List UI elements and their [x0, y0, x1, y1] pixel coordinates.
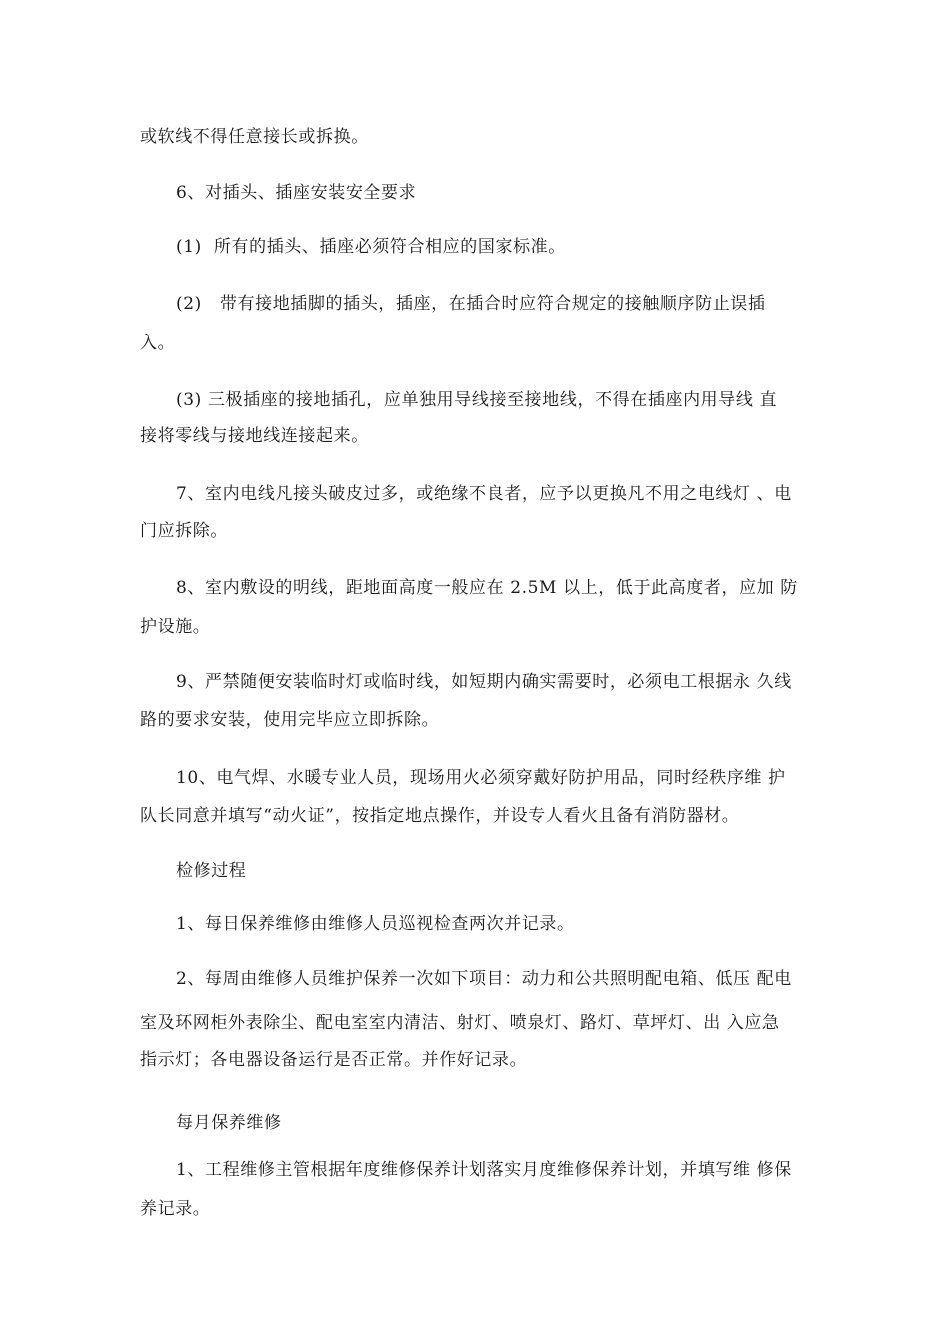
- maintenance-item-2-line-2: 室及环网柜外表除尘、配电室室内清洁、射灯、喷泉灯、路灯、草坪灯、出 入应急: [140, 1013, 780, 1033]
- maintenance-item-2-line-1: 2、每周由维修人员维护保养一次如下项目：动力和公共照明配电箱、低压 配电: [176, 969, 792, 989]
- item-9-line-2: 路的要求安装，使用完毕应立即拆除。: [140, 710, 440, 730]
- item-10-line-1: 10、电气焊、水暖专业人员，现场用火必须穿戴好防护用品，同时经秩序维 护: [176, 768, 786, 788]
- paragraph-continuation: 或软线不得任意接长或拆换。: [140, 127, 369, 147]
- maintenance-item-1: 1、每日保养维修由维修人员巡视检查两次并记录。: [176, 914, 575, 934]
- item-8-line-2: 护设施。: [140, 617, 211, 637]
- item-6-3-line-2: 接将零线与接地线连接起来。: [140, 426, 369, 446]
- item-6-2-line-2: 入。: [140, 333, 176, 353]
- item-6-3-line-1: (3) 三极插座的接地插孔，应单独用导线接至接地线，不得在插座内用导线 直: [176, 390, 778, 410]
- item-10-line-2: 队长同意并填写“动火证”，按指定地点操作，并设专人看火且备有消防器材。: [140, 806, 740, 826]
- item-6-1: (1) 所有的插头、插座必须符合相应的国家标准。: [176, 237, 566, 257]
- heading-maintenance-process: 检修过程: [176, 861, 247, 881]
- section-6-title: 6、对插头、插座安装安全要求: [176, 183, 417, 203]
- item-9-line-1: 9、严禁随便安装临时灯或临时线，如短期内确实需要时，必须电工根据永 久线: [176, 672, 792, 692]
- item-7-line-2: 门应拆除。: [140, 521, 228, 541]
- item-8-line-1: 8、室内敷设的明线，距地面高度一般应在 2.5M 以上，低于此高度者，应加 防: [176, 578, 798, 598]
- heading-monthly-maintenance: 每月保养维修: [176, 1113, 282, 1133]
- maintenance-item-2-line-3: 指示灯；各电器设备运行是否正常。并作好记录。: [140, 1050, 528, 1070]
- monthly-item-1-line-1: 1、工程维修主管根据年度维修保养计划落实月度维修保养计划，并填写维 修保: [176, 1160, 792, 1180]
- monthly-item-1-line-2: 养记录。: [140, 1199, 211, 1219]
- item-6-2-line-1: (2) 带有接地插脚的插头，插座，在插合时应符合规定的接触顺序防止误插: [176, 294, 766, 314]
- item-7-line-1: 7、室内电线凡接头破皮过多，或绝缘不良者，应予以更换凡不用之电线灯 、电: [176, 484, 792, 504]
